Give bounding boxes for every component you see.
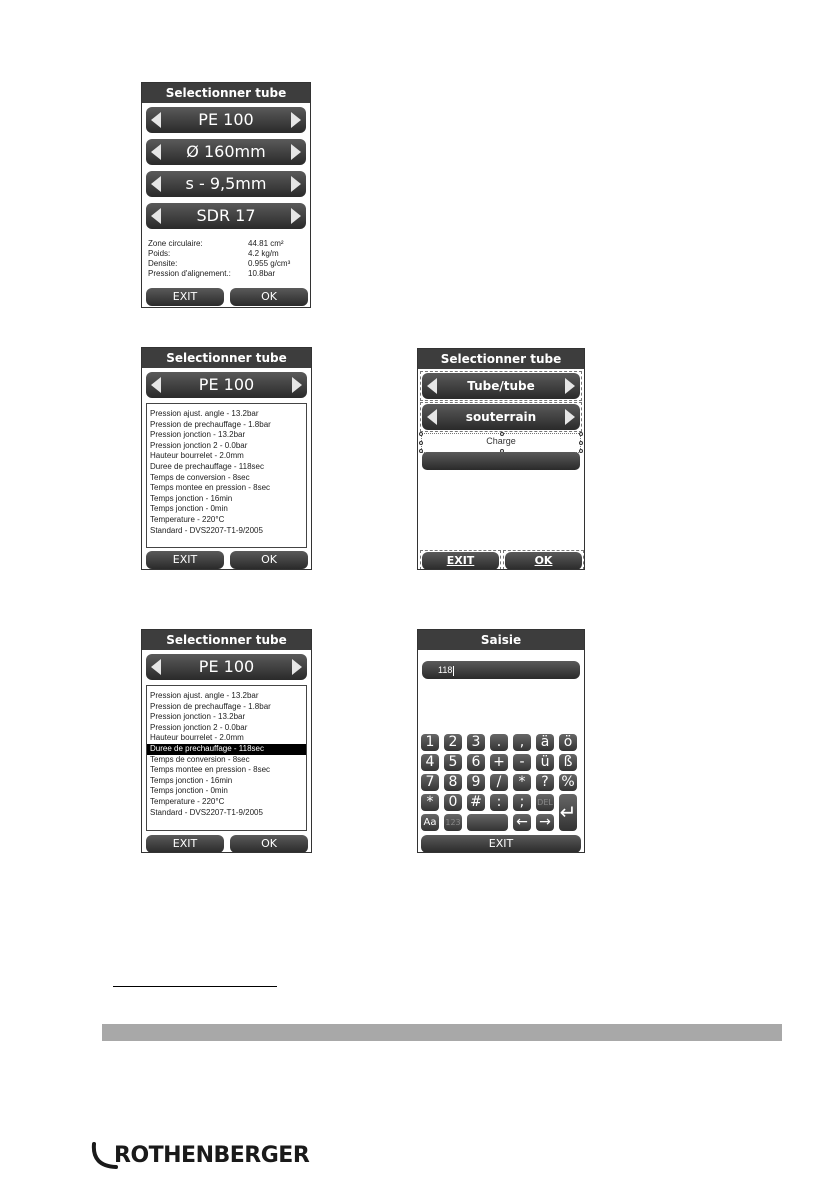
key-plus[interactable]: + <box>490 754 508 771</box>
key-numeric-mode[interactable]: 123 <box>444 814 462 831</box>
list-item[interactable]: Temps jonction - 16min <box>150 493 233 503</box>
exit-button[interactable]: EXIT <box>146 288 224 306</box>
list-item[interactable]: Temps jonction - 0min <box>150 504 228 514</box>
exit-button[interactable]: EXIT <box>146 835 224 853</box>
selector-value: Ø 160mm <box>186 142 266 161</box>
key-comma[interactable]: , <box>513 734 531 751</box>
key-hash[interactable]: # <box>467 794 485 811</box>
info-row <box>148 239 308 249</box>
list-item[interactable]: Pression ajust. angle - 13.2bar <box>150 691 259 700</box>
list-item[interactable]: Temperature - 220°C <box>150 796 225 806</box>
selector-value: souterrain <box>465 410 537 424</box>
arrow-left-icon[interactable] <box>427 409 437 425</box>
key-period[interactable]: . <box>490 734 508 751</box>
diameter-selector[interactable] <box>146 139 306 165</box>
resize-handle[interactable] <box>500 432 504 436</box>
arrow-right-icon[interactable] <box>292 659 302 675</box>
arrow-right-icon[interactable] <box>291 176 301 192</box>
key-8[interactable]: 8 <box>444 774 462 791</box>
resize-handle[interactable] <box>579 449 583 453</box>
brand-name: ROTHENBERGER <box>114 1143 310 1168</box>
list-item[interactable]: Pression jonction - 13.2bar <box>150 430 246 440</box>
key-delete[interactable]: DEL <box>536 794 554 811</box>
key-space[interactable] <box>467 814 508 831</box>
key-6[interactable]: 6 <box>467 754 485 771</box>
key-semicolon[interactable]: ; <box>513 794 531 811</box>
wall-thickness-selector[interactable] <box>146 171 306 197</box>
list-item[interactable]: Pression jonction 2 - 0.0bar <box>150 722 248 732</box>
key-o-umlaut[interactable]: ö <box>559 734 577 751</box>
key-9[interactable]: 9 <box>467 774 485 791</box>
joint-type-selector[interactable] <box>422 373 580 399</box>
value-input[interactable] <box>422 661 580 679</box>
ok-button[interactable]: OK <box>230 835 308 853</box>
arrow-right-icon[interactable]: → <box>536 814 554 831</box>
list-item[interactable]: Pression de prechauffage - 1.8bar <box>150 419 271 429</box>
list-item[interactable]: Hauteur bourrelet - 2.0mm <box>150 733 244 743</box>
info-label: Densite: <box>148 259 178 268</box>
section-divider-bar <box>102 1024 782 1041</box>
charge-input[interactable] <box>422 452 580 470</box>
list-item[interactable]: Pression jonction - 13.2bar <box>150 712 246 722</box>
list-item[interactable]: Standard - DVS2207-T1-9/2005 <box>150 807 263 817</box>
screen-select-tube-4 <box>141 629 312 853</box>
selector-value: PE 100 <box>198 375 255 394</box>
input-value: 118 <box>438 665 453 675</box>
exit-button[interactable]: EXIT <box>422 552 499 570</box>
info-row <box>148 249 308 259</box>
info-label: Pression d'alignement.: <box>148 269 231 278</box>
key-minus[interactable]: - <box>513 754 531 771</box>
info-value: 10.8bar <box>248 269 276 278</box>
arrow-right-icon[interactable] <box>565 378 575 394</box>
key-5[interactable]: 5 <box>444 754 462 771</box>
selector-value: PE 100 <box>198 657 255 676</box>
screen-select-tube-3 <box>417 348 585 570</box>
title-bar: Saisie <box>418 630 584 650</box>
screen-select-tube-2 <box>141 347 312 570</box>
list-item[interactable]: Temps jonction - 0min <box>150 786 228 796</box>
key-0[interactable]: 0 <box>444 794 462 811</box>
title-bar: Selectionner tube <box>418 349 584 369</box>
list-item[interactable]: Temps montee en pression - 8sec <box>150 765 271 775</box>
info-label: Zone circulaire: <box>148 239 203 248</box>
arrow-left-icon[interactable] <box>151 377 161 393</box>
material-selector[interactable] <box>146 107 306 133</box>
list-item-selected[interactable]: Duree de prechauffage - 118sec <box>147 744 306 755</box>
key-asterisk[interactable]: * <box>513 774 531 791</box>
selector-value: s - 9,5mm <box>185 174 267 193</box>
resize-handle[interactable] <box>419 449 423 453</box>
enter-icon: ↵ <box>559 800 577 824</box>
resize-handle[interactable] <box>579 441 583 445</box>
info-value: 0.955 g/cm³ <box>248 259 291 268</box>
charge-label: Charge <box>486 436 516 446</box>
arrow-left-icon[interactable] <box>151 112 161 128</box>
arrow-left-icon[interactable]: ← <box>513 814 531 831</box>
key-7[interactable]: 7 <box>421 774 439 791</box>
arrow-left-icon[interactable] <box>151 208 161 224</box>
key-2[interactable]: 2 <box>444 734 462 751</box>
exit-button[interactable]: EXIT <box>421 835 581 853</box>
location-selector[interactable] <box>422 404 580 430</box>
selector-value: SDR 17 <box>196 206 256 225</box>
key-asterisk-2[interactable]: * <box>421 794 439 811</box>
list-item[interactable]: Pression ajust. angle - 13.2bar <box>150 409 259 418</box>
title-bar: Selectionner tube <box>142 348 311 368</box>
list-item[interactable]: Standard - DVS2207-T1-9/2005 <box>150 525 263 535</box>
ok-button[interactable]: OK <box>230 288 308 306</box>
material-selector[interactable] <box>146 372 307 398</box>
tube-info <box>148 239 308 279</box>
sdr-selector[interactable] <box>146 203 306 229</box>
resize-handle[interactable] <box>579 432 583 436</box>
info-value: 4.2 kg/m <box>248 249 279 258</box>
title-bar: Selectionner tube <box>142 630 311 650</box>
enter-key[interactable] <box>559 794 577 831</box>
key-u-umlaut[interactable]: ü <box>536 754 554 771</box>
ok-button[interactable]: OK <box>505 552 582 570</box>
key-case-toggle[interactable]: Aa <box>421 814 439 831</box>
info-row <box>148 269 308 279</box>
list-item[interactable]: Temperature - 220°C <box>150 514 225 524</box>
selector-value: PE 100 <box>198 110 254 129</box>
list-item[interactable]: Pression de prechauffage - 1.8bar <box>150 701 271 711</box>
key-eszett[interactable]: ß <box>559 754 577 771</box>
list-item[interactable]: Pression jonction 2 - 0.0bar <box>150 440 248 450</box>
list-item[interactable]: Temps de conversion - 8sec <box>150 754 250 764</box>
arrow-left-icon[interactable] <box>151 659 161 675</box>
key-4[interactable]: 4 <box>421 754 439 771</box>
arrow-right-icon[interactable] <box>291 208 301 224</box>
material-selector[interactable] <box>146 654 307 680</box>
key-a-umlaut[interactable]: ä <box>536 734 554 751</box>
arrow-left-icon[interactable] <box>151 144 161 160</box>
list-item[interactable]: Temps jonction - 16min <box>150 775 233 785</box>
text-cursor <box>453 666 454 676</box>
selector-value: Tube/tube <box>467 379 535 393</box>
arrow-right-icon[interactable] <box>292 377 302 393</box>
parameter-list[interactable] <box>146 403 307 548</box>
list-item[interactable]: Hauteur bourrelet - 2.0mm <box>150 451 244 461</box>
underline-rule <box>113 986 277 987</box>
list-item[interactable]: Temps de conversion - 8sec <box>150 472 250 482</box>
list-item[interactable]: Temps montee en pression - 8sec <box>150 483 271 493</box>
resize-handle[interactable] <box>419 441 423 445</box>
ok-button[interactable]: OK <box>230 551 308 569</box>
exit-button[interactable]: EXIT <box>146 551 224 569</box>
arrow-right-icon[interactable] <box>565 409 575 425</box>
list-item[interactable]: Duree de prechauffage - 118sec <box>150 461 265 471</box>
info-row <box>148 259 308 269</box>
arrow-left-icon[interactable] <box>151 176 161 192</box>
arrow-right-icon[interactable] <box>291 112 301 128</box>
title-bar: Selectionner tube <box>142 83 310 103</box>
arrow-left-icon[interactable] <box>427 378 437 394</box>
parameter-list[interactable] <box>146 685 307 831</box>
info-value: 44.81 cm² <box>248 239 284 248</box>
key-1[interactable]: 1 <box>421 734 439 751</box>
key-percent[interactable]: % <box>559 774 577 791</box>
key-question[interactable]: ? <box>536 774 554 791</box>
info-label: Poids: <box>148 249 171 258</box>
screen-select-tube-1 <box>141 82 311 308</box>
screen-input-keyboard <box>417 629 585 853</box>
key-slash[interactable]: / <box>490 774 508 791</box>
arrow-right-icon[interactable] <box>291 144 301 160</box>
resize-handle[interactable] <box>419 432 423 436</box>
key-colon[interactable]: : <box>490 794 508 811</box>
key-3[interactable]: 3 <box>467 734 485 751</box>
